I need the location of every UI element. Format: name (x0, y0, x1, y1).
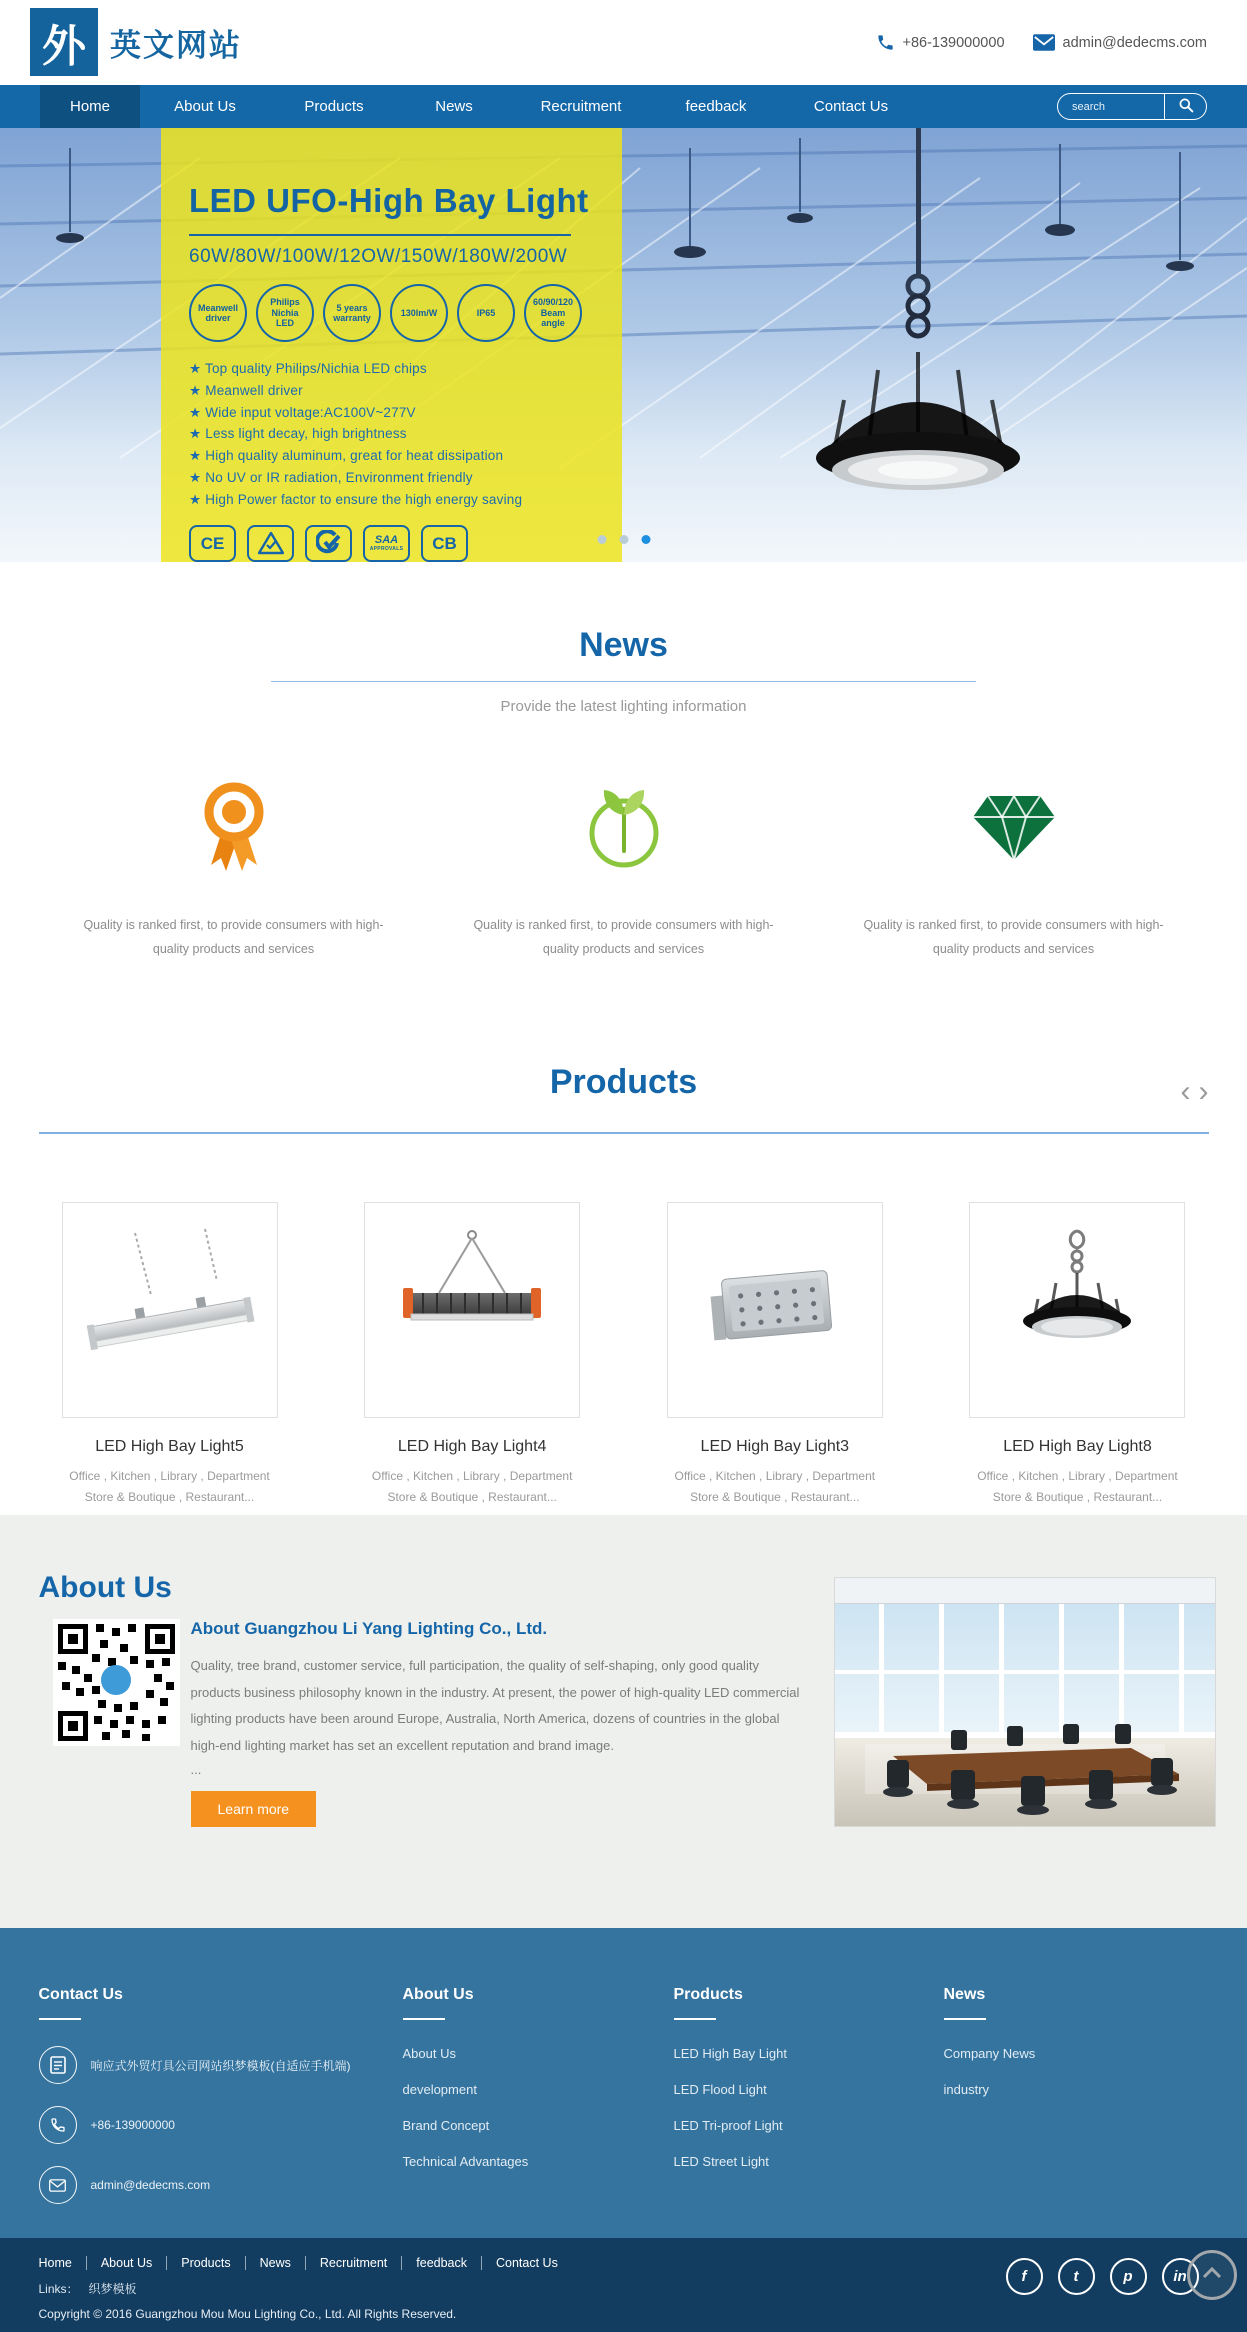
bottom-nav-feedback[interactable]: feedback (401, 2256, 481, 2270)
footer-about-column (403, 1986, 674, 2226)
links-label: Links： (38, 2282, 79, 2296)
badge-warranty: 5 years warranty (323, 284, 381, 342)
feature-item: ★ Top quality Philips/Nichia LED chips (189, 361, 427, 376)
carousel-dot-2[interactable] (619, 535, 628, 544)
saa-cert-icon: SAA APPROVALS (363, 525, 410, 562)
logo-icon (30, 8, 98, 76)
news-feature-text: Quality is ranked first, to provide consumers with high-quality products and services (83, 918, 384, 957)
banner-badges (189, 284, 622, 342)
header-email-address: admin@dedecms.com (1062, 34, 1207, 51)
social-icons (1006, 2258, 1199, 2295)
nav-item-about-us[interactable]: About Us (174, 98, 236, 115)
hero-banner (0, 128, 1247, 562)
footer-contact-phone[interactable] (39, 2106, 403, 2144)
rcm-cert-icon (247, 525, 294, 562)
footer-link-tri-proof[interactable]: LED Tri-proof Light (673, 2118, 783, 2133)
news-feature-1 (39, 767, 429, 962)
link-dedecms-template[interactable]: 织梦模板 (88, 2282, 137, 2296)
product-name[interactable]: LED High Bay Light3 (700, 1438, 850, 1455)
product-image-linear-highbay-silver[interactable] (62, 1202, 278, 1418)
footer-link-about-us[interactable]: About Us (402, 2046, 456, 2061)
news-columns (39, 767, 1209, 962)
header-phone (876, 33, 1005, 52)
back-to-top-button[interactable] (1187, 2250, 1237, 2300)
footer-products-column (674, 1986, 944, 2226)
footer-heading-underline (39, 2018, 81, 2020)
product-name[interactable]: LED High Bay Light5 (95, 1438, 244, 1455)
header-contact (876, 0, 1208, 85)
qr-code (53, 1619, 180, 1746)
products-title: Products (549, 1063, 698, 1101)
bottom-bar (0, 2238, 1247, 2332)
certification-icons (189, 525, 622, 562)
feature-item: ★ Meanwell driver (189, 382, 303, 398)
header (0, 0, 1247, 85)
product-card-2 (364, 1202, 580, 1508)
search-icon (1178, 97, 1194, 116)
products-section (0, 1005, 1247, 1515)
footer-about-heading: About Us (402, 1986, 474, 2003)
search-button[interactable] (1164, 93, 1206, 120)
footer-products-heading: Products (673, 1986, 743, 2003)
product-image-flood-light[interactable] (667, 1202, 883, 1418)
footer-contact-email[interactable] (39, 2166, 403, 2204)
logo-symbol: 外 (42, 22, 86, 71)
learn-more-button[interactable]: Learn more (191, 1791, 317, 1827)
search-box (1057, 93, 1207, 120)
phone-icon (39, 2106, 77, 2144)
products-carousel-arrows (1181, 1077, 1209, 1107)
product-description: Office , Kitchen , Library , Department Store & Boutique , Restaurant... (977, 1469, 1178, 1504)
feature-item: ★ Less light decay, high brightness (189, 426, 407, 442)
product-name[interactable]: LED High Bay Light8 (1003, 1438, 1152, 1455)
product-card-4 (969, 1202, 1185, 1508)
nav-item-feedback[interactable]: feedback (685, 98, 747, 115)
news-divider (271, 681, 976, 682)
nav-item-products[interactable]: Products (304, 98, 364, 115)
footer-contact-heading: Contact Us (38, 1986, 123, 2003)
footer-link-flood[interactable]: LED Flood Light (673, 2082, 767, 2097)
banner-divider (189, 234, 571, 236)
bottom-nav-about-us[interactable]: About Us (86, 2256, 166, 2270)
feature-item: ★ No UV or IR radiation, Environment friendly (189, 470, 473, 486)
search-input[interactable] (1058, 101, 1164, 113)
copyright: Copyright © 2016 Guangzhou Mou Mou Lighting Co., Ltd. All Rights Reserved. (38, 2307, 457, 2321)
carousel-dot-1[interactable] (597, 535, 606, 544)
footer-news-column (944, 1986, 1209, 2226)
logo-text: 英文网站 (110, 27, 242, 63)
mail-icon (1033, 34, 1055, 51)
product-description: Office , Kitchen , Library , Department Store & Boutique , Restaurant... (69, 1469, 270, 1504)
header-phone-number: +86-139000000 (902, 34, 1005, 51)
cb-cert-icon: CB (421, 525, 468, 562)
product-description: Office , Kitchen , Library , Department Store & Boutique , Restaurant... (674, 1469, 876, 1504)
feature-item: ★ High quality aluminum, great for heat dissipation (189, 448, 504, 464)
diamond-icon (967, 767, 1061, 885)
next-arrow-icon[interactable]: › (1198, 1075, 1209, 1108)
nav-item-news[interactable]: News (435, 98, 473, 115)
footer-link-brand-concept[interactable]: Brand Concept (402, 2118, 490, 2133)
footer (0, 1928, 1247, 2238)
footer-link-street[interactable]: LED Street Light (673, 2154, 769, 2169)
footer-link-technical-advantages[interactable]: Technical Advantages (402, 2154, 529, 2169)
news-feature-3 (819, 767, 1209, 962)
ce-cert-icon: CE (189, 525, 236, 562)
footer-template-text: 响应式外贸灯具公司网站织梦模板(自适应手机端) (90, 2058, 351, 2073)
chevron-up-icon (1202, 2266, 1222, 2284)
banner-text-panel (161, 128, 622, 562)
product-description: Office , Kitchen , Library , Department Store & Boutique , Restaurant... (371, 1469, 573, 1504)
document-icon (39, 2046, 77, 2084)
linkedin-icon[interactable]: in (1162, 2258, 1199, 2295)
news-feature-2 (429, 767, 819, 962)
product-image-linear-highbay-black[interactable] (364, 1202, 580, 1418)
about-title: About Us (38, 1571, 172, 1604)
award-medal-icon (193, 767, 275, 885)
about-section (0, 1515, 1247, 1928)
about-ellipsis: ... (190, 1761, 202, 1777)
badge-ip65: IP65 (457, 284, 515, 342)
nav-item-contact-us[interactable]: Contact Us (813, 98, 889, 115)
badge-beam-angle: 60/90/120 Beam angle (524, 284, 582, 342)
product-cards (62, 1202, 1186, 1508)
product-name[interactable]: LED High Bay Light4 (397, 1438, 547, 1455)
product-card-3 (667, 1202, 883, 1508)
facebook-icon[interactable]: f (1006, 2258, 1043, 2295)
footer-phone-text: +86-139000000 (90, 2118, 175, 2132)
banner-title: LED UFO-High Bay Light (189, 182, 589, 219)
header-email (1033, 34, 1207, 51)
feature-item: ★ Wide input voltage:AC100V~277V (189, 404, 416, 420)
footer-link-company-news[interactable]: Company News (943, 2046, 1036, 2061)
prev-arrow-icon[interactable]: ‹ (1180, 1075, 1191, 1108)
badge-philips-nichia: Philips Nichia LED (256, 284, 314, 342)
footer-heading-underline (674, 2018, 716, 2020)
main-nav (0, 85, 1247, 128)
news-subtitle: Provide the latest lighting information (500, 698, 747, 715)
site-logo[interactable] (30, 8, 242, 76)
bottom-nav-recruitment[interactable]: Recruitment (305, 2256, 401, 2270)
eco-sprout-icon (580, 767, 668, 885)
bottom-nav-news[interactable]: News (245, 2256, 305, 2270)
mail-icon (39, 2166, 77, 2204)
carousel-dot-3[interactable] (641, 535, 650, 544)
footer-heading-underline (944, 2018, 986, 2020)
about-company-title[interactable]: About Guangzhou Li Yang Lighting Co., Ltd. (190, 1619, 548, 1638)
bottom-nav-products[interactable]: Products (166, 2256, 244, 2270)
twitter-icon[interactable]: t (1058, 2258, 1095, 2295)
badge-meanwell: Meanwell driver (189, 284, 247, 342)
banner-wattage: 60W/80W/100W/12OW/150W/180W/200W (189, 246, 568, 267)
products-divider (39, 1132, 1209, 1134)
footer-link-industry[interactable]: industry (943, 2082, 990, 2097)
about-description: Quality, tree brand, customer service, full participation, the quality of self-shaping, only good quality products business philosophy known in the industry. At present, the power of high-quality LED commercial lighting products have been around Europe, Australia, North America, dozens of countries in the global high-end lighting market has set an excellent reputation and brand image. (190, 1658, 800, 1753)
news-title: News (579, 626, 668, 664)
product-card-1 (62, 1202, 278, 1508)
product-image-ufo-highbay[interactable] (969, 1202, 1185, 1418)
badge-lumens: 130lm/W (390, 284, 448, 342)
footer-contact-template[interactable] (39, 2046, 403, 2084)
bottom-nav-contact-us[interactable]: Contact Us (481, 2256, 572, 2270)
news-feature-text: Quality is ranked first, to provide consumers with high-quality products and services (473, 918, 774, 957)
about-text-block (191, 1619, 803, 1827)
footer-news-heading: News (943, 1986, 986, 2003)
footer-heading-underline (403, 2018, 445, 2020)
news-feature-text: Quality is ranked first, to provide consumers with high-quality products and services (863, 918, 1164, 957)
news-section (0, 562, 1247, 1005)
banner-feature-list (189, 360, 622, 509)
bottom-nav-home[interactable]: Home (38, 2256, 72, 2270)
nav-item-recruitment[interactable]: Recruitment (540, 98, 622, 115)
footer-link-development[interactable]: development (402, 2082, 477, 2097)
feature-item: ★ High Power factor to ensure the high energy saving (189, 491, 523, 507)
footer-contact-column (39, 1986, 403, 2226)
carousel-dots (597, 535, 650, 544)
footer-link-high-bay[interactable]: LED High Bay Light (673, 2046, 787, 2061)
footer-email-text: admin@dedecms.com (90, 2178, 211, 2192)
pinterest-icon[interactable]: p (1110, 2258, 1147, 2295)
office-photo (834, 1577, 1216, 1827)
ctick-cert-icon (305, 525, 352, 562)
nav-item-home[interactable]: Home (40, 85, 140, 128)
phone-icon (876, 33, 895, 52)
